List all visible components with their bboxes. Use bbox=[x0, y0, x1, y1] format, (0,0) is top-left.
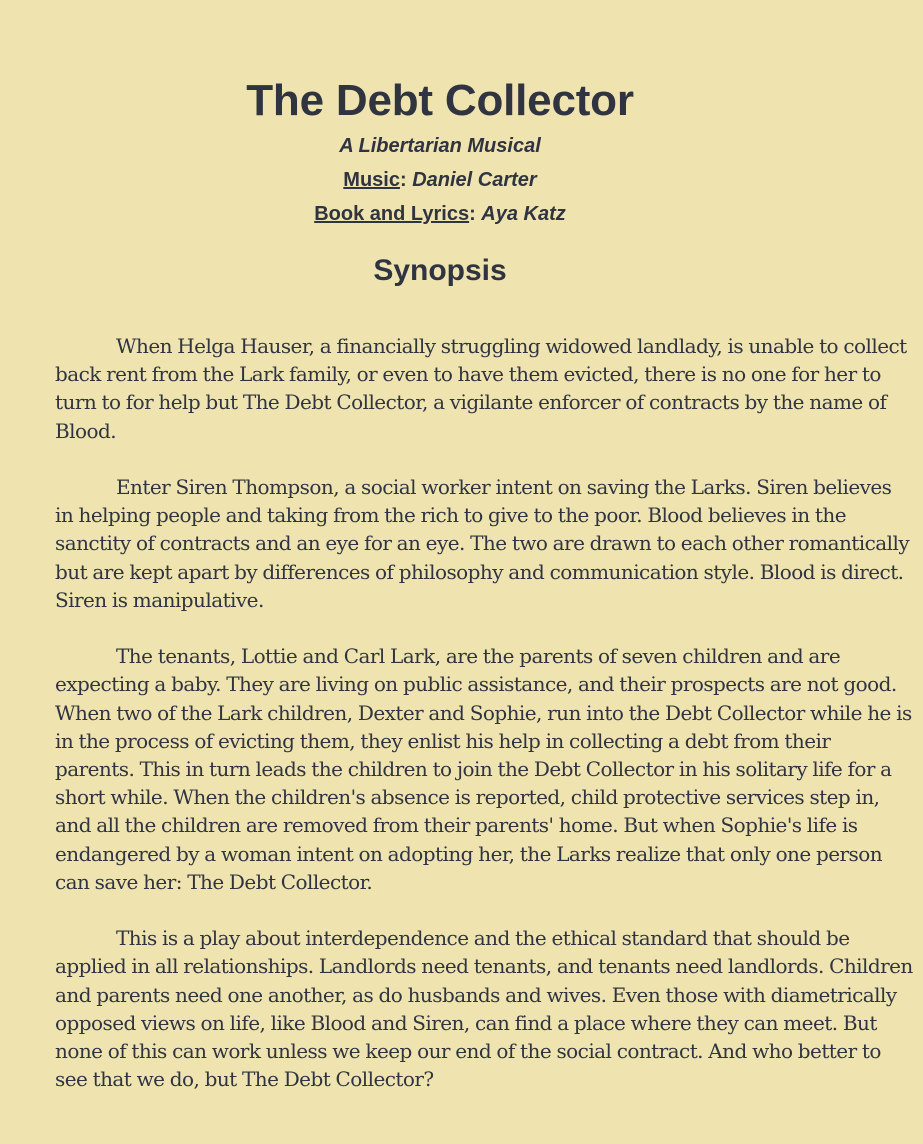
book-label: Book and Lyrics bbox=[314, 203, 470, 225]
music-credit bbox=[11, 168, 869, 192]
synopsis-paragraph-4: This is a play about interdependence and the ethical standard that should be applied in all relationships. Landlords need tenants, and tenants need landlords. Children and parents need one another, as do husbands and wives. Even those with diametrically opposed views on life, like Blood and Siren, can find a place where they can meet. But none of this can work unless we keep our end of the social contract. And who better to see that we do, but The Debt Collector? bbox=[55, 926, 913, 1092]
book-name: Aya Katz bbox=[481, 203, 566, 225]
subtitle: A Libertarian Musical bbox=[339, 135, 541, 157]
music-colon: : bbox=[399, 169, 413, 191]
music-name: Daniel Carter bbox=[412, 169, 537, 191]
synopsis-paragraph-1: When Helga Hauser, a financially struggling widowed landlady, is unable to collect back rent from the Lark family, or even to have them evicted, there is no one for her to turn to for help but The Debt Collector, a vigilante enforcer of contracts by the name of Blood. bbox=[55, 334, 907, 443]
music-label: Music bbox=[343, 169, 400, 191]
synopsis-paragraph-3: The tenants, Lottie and Carl Lark, are the parents of seven children and are expecting a baby. They are living on public assistance, and their prospects are not good. When two of the Lark children, Dexter and Sophie, run into the Debt Collector while he is in the process of evicting them, they enlist his help in collecting a debt from their parents. This in turn leads the children to join the Debt Collector in his solitary life for a short while. When the children's absence is reported, child protective services step in, and all the children are removed from their parents' home. But when Sophie's life is endangered by a woman intent on adopting her, the Larks realize that only one person can save her: The Debt Collector. bbox=[55, 644, 912, 894]
synopsis-body bbox=[55, 332, 913, 1093]
header bbox=[11, 0, 869, 290]
synopsis-paragraph-2: Enter Siren Thompson, a social worker intent on saving the Larks. Siren believes in helping people and taking from the rich to give to the poor. Blood believes in the sanctity of contracts and an eye for an eye. The two are drawn to each other romantically but are kept apart by differences of philosophy and communication style. Blood is direct. Siren is manipulative. bbox=[55, 475, 910, 612]
page-title: The Debt Collector bbox=[246, 76, 634, 125]
synopsis-heading: Synopsis bbox=[373, 254, 507, 287]
book-credit bbox=[11, 202, 869, 226]
book-colon: : bbox=[469, 203, 482, 225]
